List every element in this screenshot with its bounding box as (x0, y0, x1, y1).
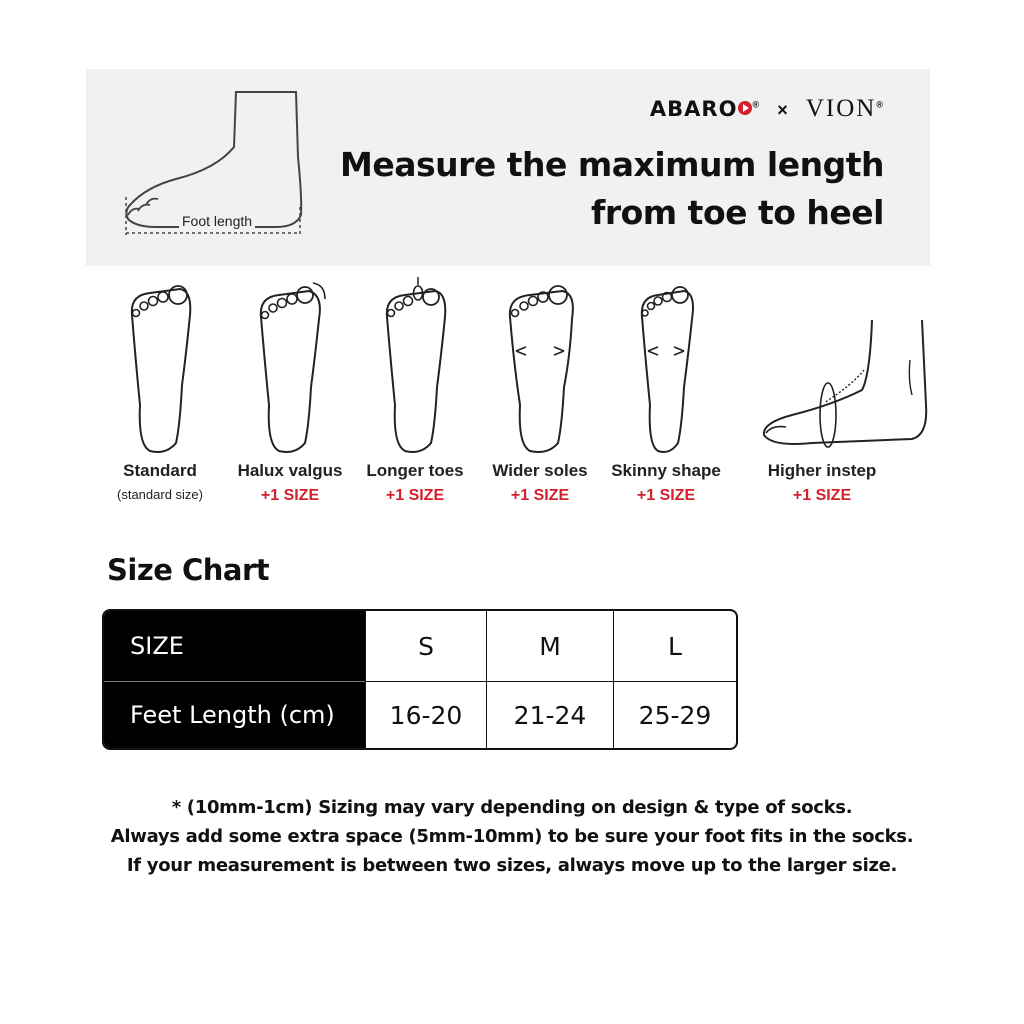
foot-type-note: +1 SIZE (792, 487, 852, 504)
foot-types-row (100, 275, 900, 525)
foot-type-note: (standard size) (117, 487, 203, 502)
foot-type-note: +1 SIZE (385, 487, 445, 504)
foot-halux-valgus-icon (245, 275, 335, 455)
foot-higher-instep-icon (752, 275, 932, 455)
foot-type-skinny-shape (606, 275, 726, 505)
size-m: M (486, 611, 613, 682)
size-chart-title: Size Chart (107, 553, 270, 587)
note-line: Always add some extra space (5mm-10mm) to be sure your foot fits in the socks. (110, 826, 914, 847)
foot-type-note: +1 SIZE (636, 487, 696, 504)
collab-x: × (777, 100, 789, 120)
sizing-notes (0, 793, 1024, 880)
size-s: S (365, 611, 486, 682)
foot-type-longer-toes (360, 275, 470, 505)
foot-type-name: Higher instep (767, 461, 877, 480)
foot-type-note: +1 SIZE (260, 487, 320, 504)
size-chart-table (102, 609, 738, 750)
play-icon (738, 101, 752, 115)
note-line: * (10mm-1cm) Sizing may vary depending on design & type of socks. (171, 797, 853, 818)
size-row-header: SIZE (104, 611, 365, 682)
vion-logo: VION (805, 95, 877, 122)
measure-banner (86, 69, 930, 266)
foot-type-note: +1 SIZE (510, 487, 570, 504)
foot-wider-soles-icon (500, 275, 580, 455)
abaro-logo: ABARO (649, 97, 738, 121)
foot-length-label: Foot length (179, 213, 255, 229)
foot-type-name: Skinny shape (611, 461, 721, 480)
foot-type-standard (105, 275, 215, 502)
length-row-header: Feet Length (cm) (104, 682, 365, 748)
length-m: 21-24 (486, 682, 613, 748)
note-line: If your measurement is between two sizes, always move up to the larger size. (126, 855, 898, 876)
headline-line-1: Measure the maximum length (340, 145, 884, 184)
foot-type-name: Halux valgus (237, 461, 343, 480)
headline (324, 141, 884, 237)
foot-type-name: Longer toes (366, 461, 464, 480)
foot-type-wider-soles (485, 275, 595, 505)
length-l: 25-29 (613, 682, 736, 748)
headline-line-2: from toe to heel (591, 193, 884, 232)
foot-skinny-shape-icon (626, 275, 706, 455)
foot-type-name: Standard (123, 461, 197, 480)
foot-type-halux-valgus (230, 275, 350, 505)
foot-longer-toes-icon (375, 275, 455, 455)
foot-type-name: Wider soles (492, 461, 588, 480)
foot-standard-icon (120, 275, 200, 455)
size-l: L (613, 611, 736, 682)
length-s: 16-20 (365, 682, 486, 748)
foot-type-higher-instep (752, 275, 892, 505)
brand-logos: ABARO ® × VION® (649, 95, 884, 122)
